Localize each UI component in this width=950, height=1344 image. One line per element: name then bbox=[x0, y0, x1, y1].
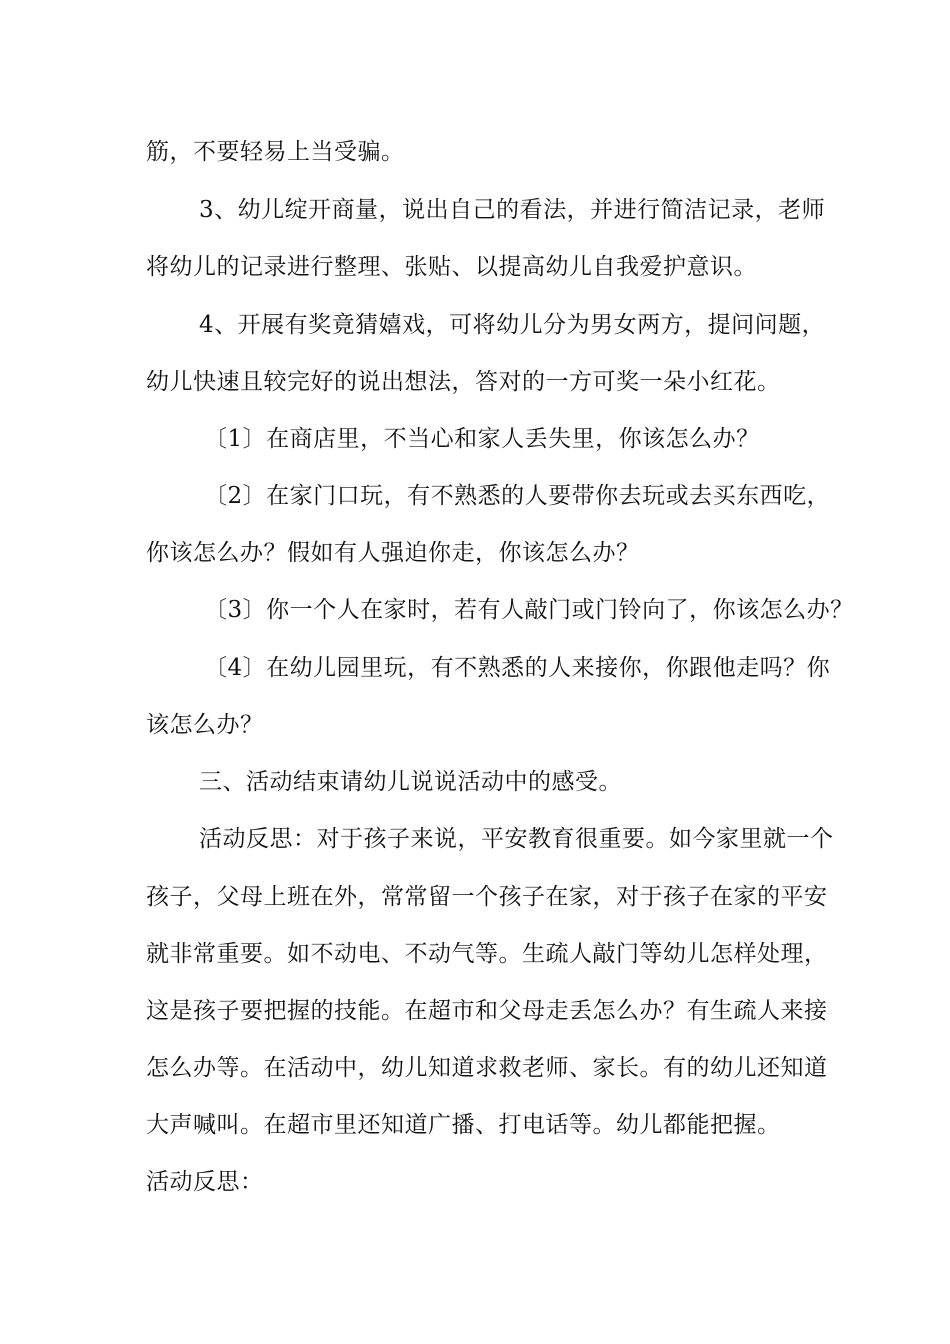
text-line: 就非常重要。如不动电、不动气等。生疏人敲门等幼儿怎样处理， bbox=[146, 941, 828, 967]
text-line: 孩子，父母上班在外，常常留一个孩子在家，对于孩子在家的平安 bbox=[146, 884, 828, 910]
text-line: 三、活动结束请幼儿说说活动中的感受。 bbox=[199, 769, 622, 795]
text-line: 3、幼儿绽开商量，说出自己的看法，并进行简洁记录，老师 bbox=[199, 197, 826, 223]
text-line: 活动反思：对于孩子来说，平安教育很重要。如今家里就一个 bbox=[199, 826, 834, 852]
text-line: 这是孩子要把握的技能。在超市和父母走丢怎么办？有生疏人来接 bbox=[146, 998, 828, 1024]
text-line: 你该怎么办？假如有人强迫你走，你该怎么办？ bbox=[146, 540, 640, 566]
text-line: 4、开展有奖竟猜嬉戏，可将幼儿分为男女两方，提问问题， bbox=[199, 312, 826, 338]
text-line: 〔1〕在商店里，不当心和家人丢失里，你该怎么办？ bbox=[204, 426, 760, 452]
text-line: 怎么办等。在活动中，幼儿知道求救老师、家长。有的幼儿还知道 bbox=[146, 1055, 828, 1081]
text-line: 活动反思： bbox=[146, 1169, 264, 1195]
text-line: 该怎么办？ bbox=[146, 712, 264, 738]
text-line: 大声喊叫。在超市里还知道广播、打电话等。幼儿都能把握。 bbox=[146, 1112, 781, 1138]
text-line: 幼儿快速且较完好的说出想法，答对的一方可奖一朵小红花。 bbox=[146, 369, 781, 395]
text-line: 〔2〕在家门口玩，有不熟悉的人要带你去玩或去买东西吃， bbox=[204, 483, 831, 509]
text-line: 〔3〕你一个人在家时，若有人敲门或门铃向了，你该怎么办？ bbox=[204, 597, 854, 623]
text-line: 〔4〕在幼儿园里玩，有不熟悉的人来接你，你跟他走吗？你 bbox=[204, 655, 831, 681]
text-line: 将幼儿的记录进行整理、张贴、以提高幼儿自我爱护意识。 bbox=[146, 254, 757, 280]
text-line: 筋，不要轻易上当受骗。 bbox=[146, 139, 405, 165]
